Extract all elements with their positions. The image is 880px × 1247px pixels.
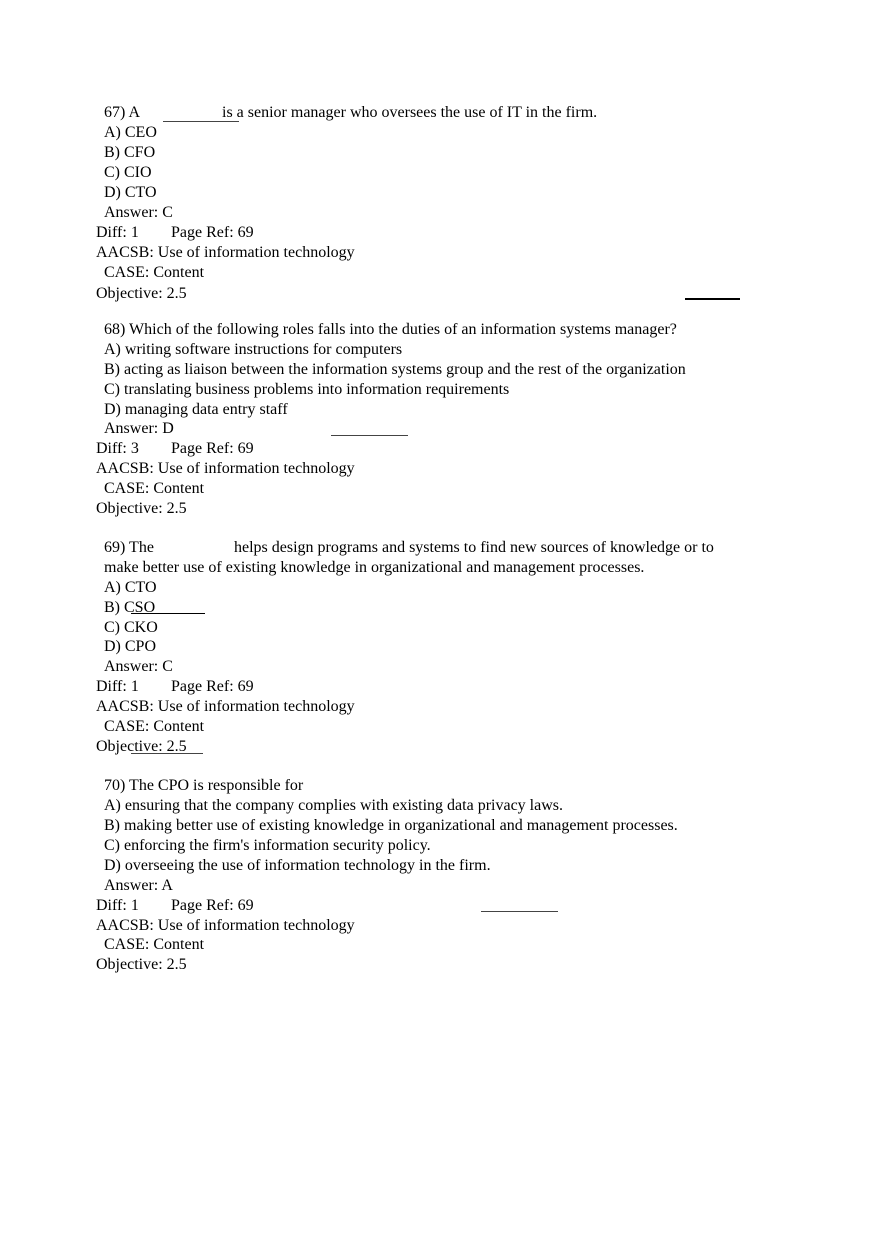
- decorative-rule: [131, 753, 203, 754]
- option-d: D) CPO: [104, 638, 157, 655]
- answer: Answer: D: [104, 420, 174, 437]
- aacsb: AACSB: Use of information technology: [96, 698, 355, 715]
- answer: Answer: C: [104, 658, 173, 675]
- case: CASE: Content: [104, 264, 205, 281]
- option-a: A) writing software instructions for computers: [104, 341, 403, 358]
- case: CASE: Content: [104, 718, 205, 735]
- difficulty: Diff: 1: [96, 678, 139, 695]
- case: CASE: Content: [104, 936, 205, 953]
- option-a: A) CEO: [104, 124, 157, 141]
- question-stem: make better use of existing knowledge in organizational and management processes.: [104, 559, 645, 576]
- difficulty: Diff: 1: [96, 897, 139, 914]
- option-a: A) ensuring that the company complies with existing data privacy laws.: [104, 797, 563, 814]
- option-d: D) managing data entry staff: [104, 401, 288, 418]
- page-ref: Page Ref: 69: [171, 897, 254, 914]
- objective: Objective: 2.5: [96, 500, 187, 517]
- answer: Answer: C: [104, 204, 173, 221]
- option-d: D) CTO: [104, 184, 157, 201]
- option-c: C) CIO: [104, 164, 152, 181]
- page-ref: Page Ref: 69: [171, 224, 254, 241]
- decorative-rule: [131, 613, 205, 614]
- question-stem: 70) The CPO is responsible for: [104, 777, 304, 794]
- option-d: D) overseeing the use of information technology in the firm.: [104, 857, 491, 874]
- aacsb: AACSB: Use of information technology: [96, 244, 355, 261]
- option-b: B) acting as liaison between the information systems group and the rest of the organization: [104, 361, 686, 378]
- case: CASE: Content: [104, 480, 205, 497]
- question-stem: 68) Which of the following roles falls into the duties of an information systems manager?: [104, 321, 677, 338]
- answer: Answer: A: [104, 877, 173, 894]
- question-stem: 67) A: [104, 104, 140, 121]
- option-b: B) CSO: [104, 599, 156, 616]
- option-c: C) translating business problems into information requirements: [104, 381, 510, 398]
- difficulty: Diff: 1: [96, 224, 139, 241]
- aacsb: AACSB: Use of information technology: [96, 460, 355, 477]
- page-ref: Page Ref: 69: [171, 440, 254, 457]
- difficulty: Diff: 3: [96, 440, 139, 457]
- option-b: B) CFO: [104, 144, 156, 161]
- decorative-rule: [331, 435, 408, 436]
- option-a: A) CTO: [104, 579, 157, 596]
- question-stem: is a senior manager who oversees the use of IT in the firm.: [222, 104, 598, 121]
- objective: Objective: 2.5: [96, 285, 187, 302]
- option-c: C) enforcing the firm's information security policy.: [104, 837, 431, 854]
- option-b: B) making better use of existing knowledge in organizational and management processes.: [104, 817, 678, 834]
- objective: Objective: 2.5: [96, 956, 187, 973]
- answer-blank: [163, 121, 239, 122]
- aacsb: AACSB: Use of information technology: [96, 917, 355, 934]
- option-c: C) CKO: [104, 619, 158, 636]
- decorative-rule: [685, 298, 740, 300]
- question-stem: helps design programs and systems to find new sources of knowledge or to: [234, 539, 714, 556]
- decorative-rule: [481, 911, 558, 912]
- question-stem: 69) The: [104, 539, 154, 556]
- objective: Objective: 2.5: [96, 738, 187, 755]
- page-ref: Page Ref: 69: [171, 678, 254, 695]
